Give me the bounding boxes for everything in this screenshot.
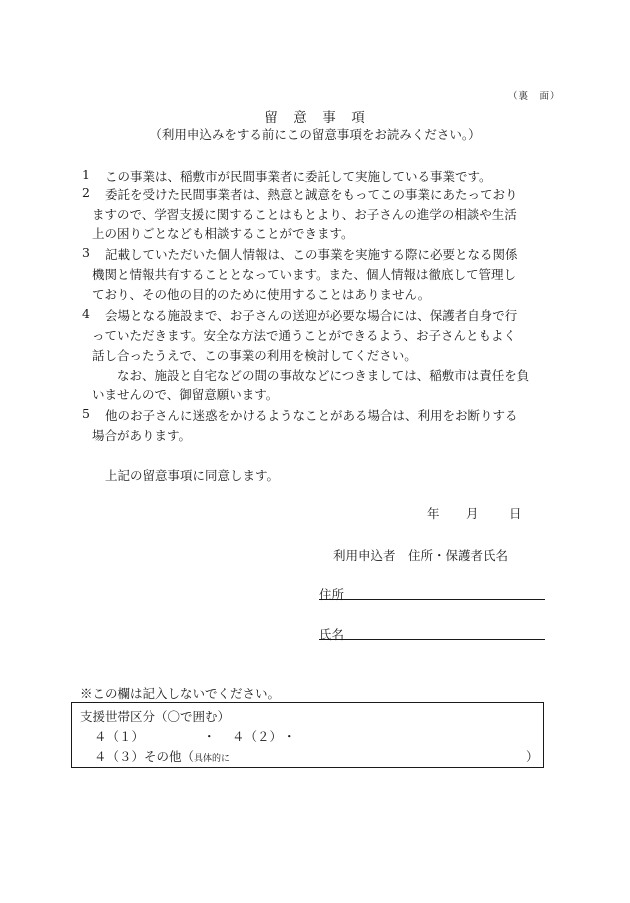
item-5-line-1: 他のお子さんに迷惑をかけるようなことがある場合は、利用をお断りする	[105, 408, 518, 423]
name-label: 氏名	[319, 627, 345, 642]
item-5-number: 5	[82, 406, 90, 421]
office-use-note: ※この欄は記入しないでください。	[80, 686, 281, 701]
option-4-3-other[interactable]	[94, 747, 230, 765]
applicant-label: 利用申込者 住所・保護者氏名	[333, 548, 509, 563]
address-label: 住所	[319, 587, 345, 602]
item-3-line-3: ており、その他の目的のために使用することはありません。	[92, 287, 431, 302]
item-4-line-3: 話し合ったうえで、この事業の利用を検討してください。	[92, 348, 417, 363]
page-subtitle: （利用申込みをする前にこの留意事項をお読みください。）	[149, 127, 481, 142]
item-2-line-3: 上の困りごとなども相談することができます。	[92, 226, 354, 241]
office-use-box	[71, 702, 544, 768]
page-title: 留 意 事 項	[264, 110, 366, 126]
item-2-number: 2	[82, 185, 90, 200]
item-2-line-2: ますので、学習支援に関することはもとより、お子さんの進学の相談や生活	[92, 207, 517, 222]
item-2-line-1: 委託を受けた民間事業者は、熱意と誠意をもってこの事業にあたっており	[105, 187, 518, 202]
item-4-number: 4	[82, 306, 90, 321]
item-5-line-2: 場合があります。	[92, 428, 192, 443]
option-separator-2: ・	[283, 729, 296, 744]
option-4-3-close-paren: ）	[526, 749, 539, 764]
date-year-label[interactable]: 年	[427, 506, 440, 521]
date-day-label[interactable]: 日	[509, 506, 522, 521]
item-4-para-line-1: なお、施設と自宅などの間の事故などにつきましては、稲敷市は責任を負	[117, 368, 530, 383]
item-4-para-line-2: いませんので、御留意願います。	[92, 387, 279, 402]
item-3-line-1: 記載していただいた個人情報は、この事業を実施する際に必要となる関係	[105, 247, 518, 262]
date-month-label[interactable]: 月	[466, 506, 479, 521]
support-category-heading: 支援世帯区分（〇で囲む）	[80, 709, 231, 724]
item-3-line-2: 機関と情報共有することとなっています。また、個人情報は徹底して管理し	[92, 267, 517, 282]
item-1-number: 1	[82, 167, 90, 182]
item-3-number: 3	[82, 245, 90, 260]
option-4-3-label: ４（３）その他（	[94, 749, 195, 764]
page-side-label: （裏 面）	[508, 91, 561, 102]
option-4-1[interactable]: ４（１）	[94, 729, 145, 744]
agreement-statement: 上記の留意事項に同意します。	[105, 468, 280, 483]
address-field[interactable]	[319, 599, 545, 600]
name-field[interactable]	[319, 639, 545, 640]
option-4-2[interactable]: ４（２）	[232, 729, 283, 744]
item-4-line-1: 会場となる施設まで、お子さんの送迎が必要な場合には、保護者自身で行	[105, 308, 518, 323]
item-4-line-2: っていただきます。安全な方法で通うことができるよう、お子さんともよく	[92, 328, 517, 343]
option-separator-1: ・	[203, 729, 216, 744]
item-1-line-1: この事業は、稲敷市が民間事業者に委託して実施している事業です。	[105, 169, 492, 184]
option-4-3-detail-label: 具体的に	[194, 754, 231, 764]
